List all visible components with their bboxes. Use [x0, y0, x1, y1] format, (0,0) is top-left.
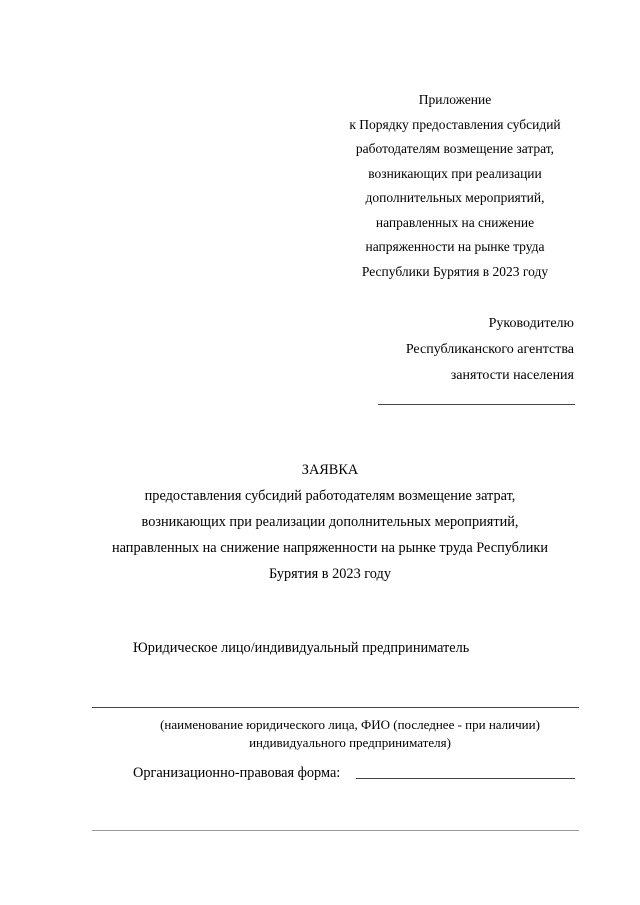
- addressee-line: занятости населения: [450, 368, 574, 383]
- application-title: ЗАЯВКА: [301, 462, 359, 478]
- addressee-line: Республиканского агентства: [405, 342, 574, 357]
- application-heading: [80, 457, 580, 587]
- org-form-field[interactable]: [356, 778, 575, 779]
- appendix-line: к Порядку предоставления субсидий: [349, 116, 561, 132]
- appendix-line: напряженности на рынке труда: [365, 239, 545, 254]
- application-subtitle-line: возникающих при реализации дополнительных мероприятий,: [141, 514, 519, 530]
- appendix-line: направленных на снижение: [375, 214, 535, 230]
- application-subtitle-line: направленных на снижение напряженности на рынке труда Республики: [112, 540, 548, 556]
- application-subtitle-line: предоставления субсидий работодателям возмещение затрат,: [144, 488, 516, 504]
- appendix-note: [330, 88, 580, 284]
- appendix-line: дополнительных мероприятий,: [365, 190, 545, 205]
- addressee-signature-line: [378, 404, 575, 405]
- caption-line: (наименование юридического лица, ФИО (последнее - при наличии): [160, 717, 540, 732]
- bottom-divider: [92, 830, 579, 831]
- addressee-line: Руководителю: [488, 316, 574, 331]
- org-form-label: Организационно-правовая форма:: [133, 765, 341, 781]
- application-subtitle-line: Бурятия в 2023 году: [269, 566, 391, 582]
- appendix-line: Приложение: [418, 92, 492, 107]
- appendix-line: возникающих при реализации: [368, 165, 542, 181]
- appendix-line: Республики Бурятия в 2023 году: [361, 263, 549, 279]
- appendix-line: работодателям возмещение затрат,: [355, 141, 555, 156]
- caption-line: индивидуального предпринимателя): [249, 735, 451, 750]
- entity-name-caption: [120, 716, 580, 752]
- entity-label: Юридическое лицо/индивидуальный предприниматель: [133, 640, 470, 656]
- addressee-block: [314, 311, 574, 389]
- entity-name-field[interactable]: [92, 707, 579, 708]
